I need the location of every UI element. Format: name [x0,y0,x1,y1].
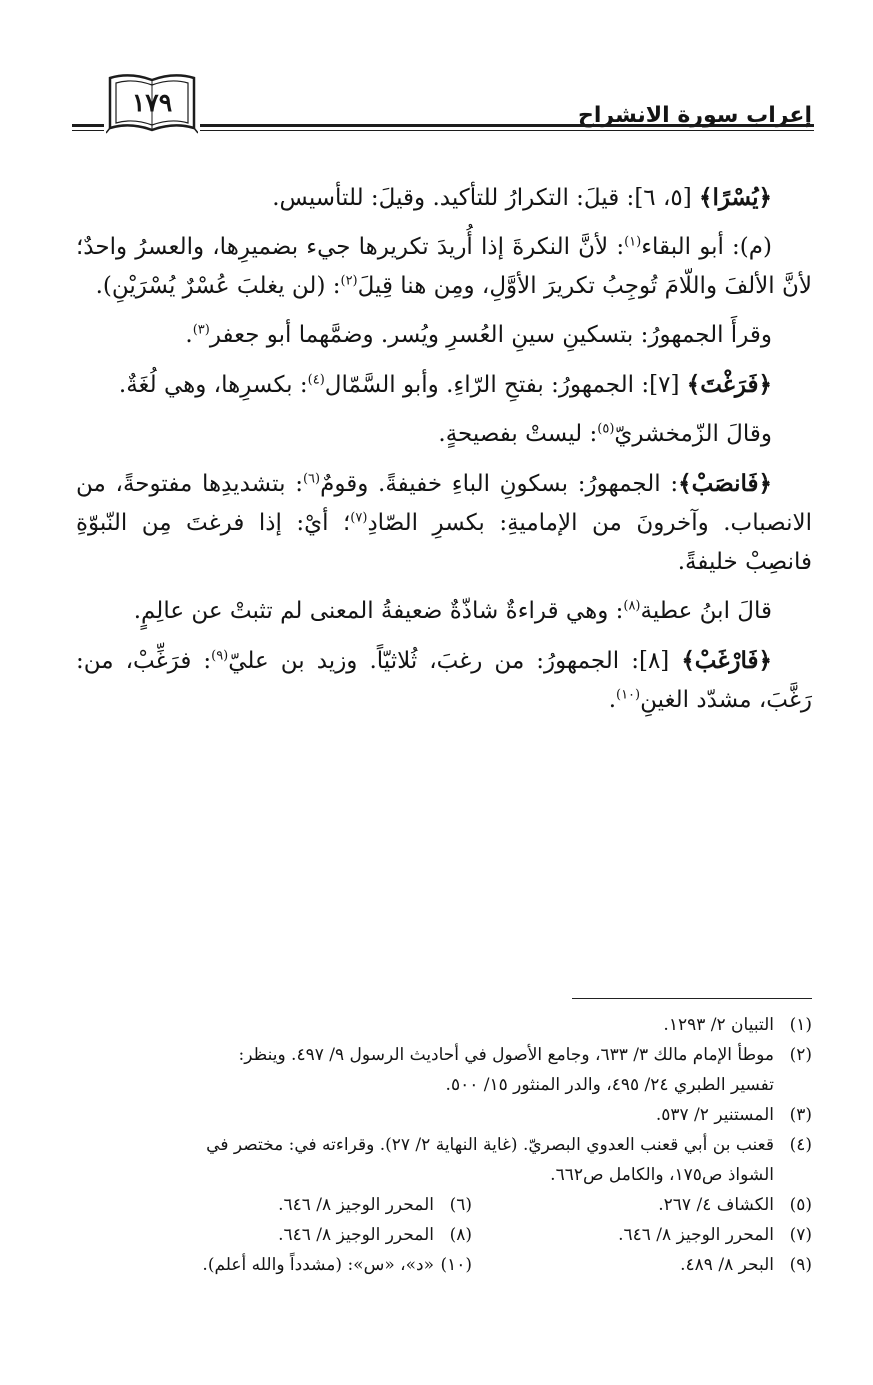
footnote-text: التبيان ٢/ ١٢٩٣. [663,1015,774,1035]
running-title: إعراب سورة الانشراح [578,103,812,128]
quran-word: ﴿فَارْغَبْ﴾ [681,647,772,674]
footnote-marker: (١٠) [616,687,641,703]
page-header [72,70,814,140]
header-rule [72,124,104,127]
footnote-text: المحرر الوجيز ٨/ ٦٤٦. [278,1225,434,1245]
paragraph-text: ؛ أيْ: إذا فرغتَ مِن النّبوّةِ فانصِبْ خليفةً. [76,510,812,575]
paragraph-faraghta [76,365,812,405]
footnote-3 [76,1100,812,1130]
footnote-marker: (١) [624,234,642,250]
footnote-number: (٨) [449,1225,472,1245]
quran-word: ﴿فَرَغْتَ﴾ [686,371,772,398]
verse-ref: [٥، ٦] [634,185,692,211]
footnote-number: (٤) [789,1135,812,1155]
paragraph-text: : (لن يغلبَ عُسْرٌ يُسْرَيْنِ). [95,273,341,299]
footnote-row [76,1250,812,1280]
footnotes [76,1010,812,1280]
footnote-marker: (٩) [211,648,229,664]
paragraph-text: : الجمهورُ: بفتحِ الرّاءِ. وأبو السَّمّال [324,372,650,398]
paragraph-text: : بتشديدِها مفتوحةً، من الانصباب. وآخرونَ من الإماميةِ: بكسرِ الصّادِ [76,471,812,536]
header-rule [200,124,814,127]
main-text [76,178,812,720]
footnote-text: الكشاف ٤/ ٢٦٧. [658,1195,774,1215]
paragraph-farghab [76,641,812,720]
footnote-marker: (٧) [350,510,368,526]
footnote-2 [76,1040,812,1070]
page-number: ١٧٩ [131,88,173,117]
paragraph-text: : بكسرِها، وهي لُغَةٌ. [118,372,308,398]
footnote-text: المحرر الوجيز ٨/ ٦٤٦. [618,1225,774,1245]
paragraph-zamakhshari [76,415,812,454]
paragraph-ibn-atiyya [76,592,812,631]
footnote-text: المستنير ٢/ ٥٣٧. [655,1105,774,1125]
footnote-4-continued [76,1160,812,1190]
footnote-text: قعنب بن أبي قعنب العدوي البصريّ. (غاية النهاية ٢/ ٢٧). وقراءته في: مختصر في [206,1135,774,1155]
paragraph-text: وقالَ الزّمخشريّ [614,421,772,447]
header-rule [200,130,814,131]
footnote-5 [472,1190,812,1220]
footnote-6 [132,1190,472,1220]
footnote-number: (١) [789,1015,812,1035]
header-rule [72,130,104,131]
footnote-7 [472,1220,812,1250]
paragraph-abu-albaqa [76,228,812,306]
footnote-8 [132,1220,472,1250]
paragraph-text: : ليستْ بفصيحةٍ. [438,421,598,447]
paragraph-text: : قيلَ: التكرارُ للتأكيد. وقيلَ: للتأسيس. [272,185,635,211]
footnote-marker: (٣) [192,322,210,338]
footnote-text: تفسير الطبري ٢٤/ ٤٩٥، والدر المنثور ١٥/ ٥٠٠. [445,1075,774,1095]
footnote-marker: (٨) [623,598,641,614]
footnote-number: (١٠) [440,1255,472,1275]
paragraph-text: : فرَغِّبْ، من: رَغَّبَ، مشدّد الغينِ [76,648,812,713]
footnote-number: (٣) [789,1105,812,1125]
footnote-10 [132,1250,472,1280]
footnote-text: موطأ الإمام مالك ٣/ ٦٣٣، وجامع الأصول في أحاديث الرسول ٩/ ٤٩٧. وينظر: [238,1045,774,1065]
footnote-marker: (٤) [307,372,325,388]
footnote-row [76,1190,812,1220]
footnote-text: الشواذ ص١٧٥، والكامل ص٦٦٢. [550,1165,774,1185]
quran-word: ﴿فَانصَبْ﴾ [678,470,772,497]
footnote-number: (٢) [789,1045,812,1065]
footnote-4 [76,1130,812,1160]
paragraph-text: قالَ ابنُ عطية [640,598,772,624]
paragraph-text: . [185,322,193,348]
paragraph-text: : وهي قراءةٌ شاذّةٌ ضعيفةُ المعنى لم تثبتْ عن عالِمٍ. [133,598,624,624]
paragraph-jumhur [76,316,812,355]
footnote-marker: (٦) [302,471,321,487]
footnote-marker: (٢) [340,273,358,289]
quran-word: ﴿يُسْرًا﴾ [699,184,772,211]
footnote-1 [76,1010,812,1040]
footnote-number: (٦) [449,1195,472,1215]
paragraph-text: . [608,687,616,713]
paragraph-text: : الجمهورُ: من رغبَ، ثُلاثيّاً. وزيد بن عليّ [228,648,639,674]
footnote-text: «د»، «س»: (مشدداً والله أعلم). [202,1255,434,1275]
page-number-badge [106,70,198,136]
footnote-text: المحرر الوجيز ٨/ ٦٤٦. [278,1195,434,1215]
footnote-number: (٥) [789,1195,812,1215]
footnote-row [76,1220,812,1250]
paragraph-text: : الجمهورُ: بسكونِ الباءِ خفيفةً. وقومٌ [320,471,679,497]
verse-ref: [٨] [638,648,670,674]
footnote-number: (٧) [789,1225,812,1245]
footnote-text: البحر ٨/ ٤٨٩. [680,1255,774,1275]
footnote-marker: (٥) [597,421,615,437]
paragraph-text: (م): أبو البقاء [641,234,772,260]
footnote-9 [472,1250,812,1280]
verse-ref: [٧] [649,372,680,398]
footnote-2-continued [76,1070,812,1100]
paragraph-text: : لأنَّ النكرةَ إذا أُريدَ تكريرها جيء بضميرِها، والعسرُ واحدٌ؛ لأنَّ الألفَ واللّامَ تُوجِبُ تكريرَ الأوَّلِ، ومِن هنا قِيلَ [76,234,812,299]
paragraph-fansab [76,464,812,582]
paragraph-text: وقرأَ الجمهورُ: بتسكينِ سينِ العُسرِ ويُسر. وضمَّهما أبو جعفر [209,322,772,348]
footnote-separator [572,998,812,999]
footnote-number: (٩) [789,1255,812,1275]
paragraph-yusra [76,178,812,218]
